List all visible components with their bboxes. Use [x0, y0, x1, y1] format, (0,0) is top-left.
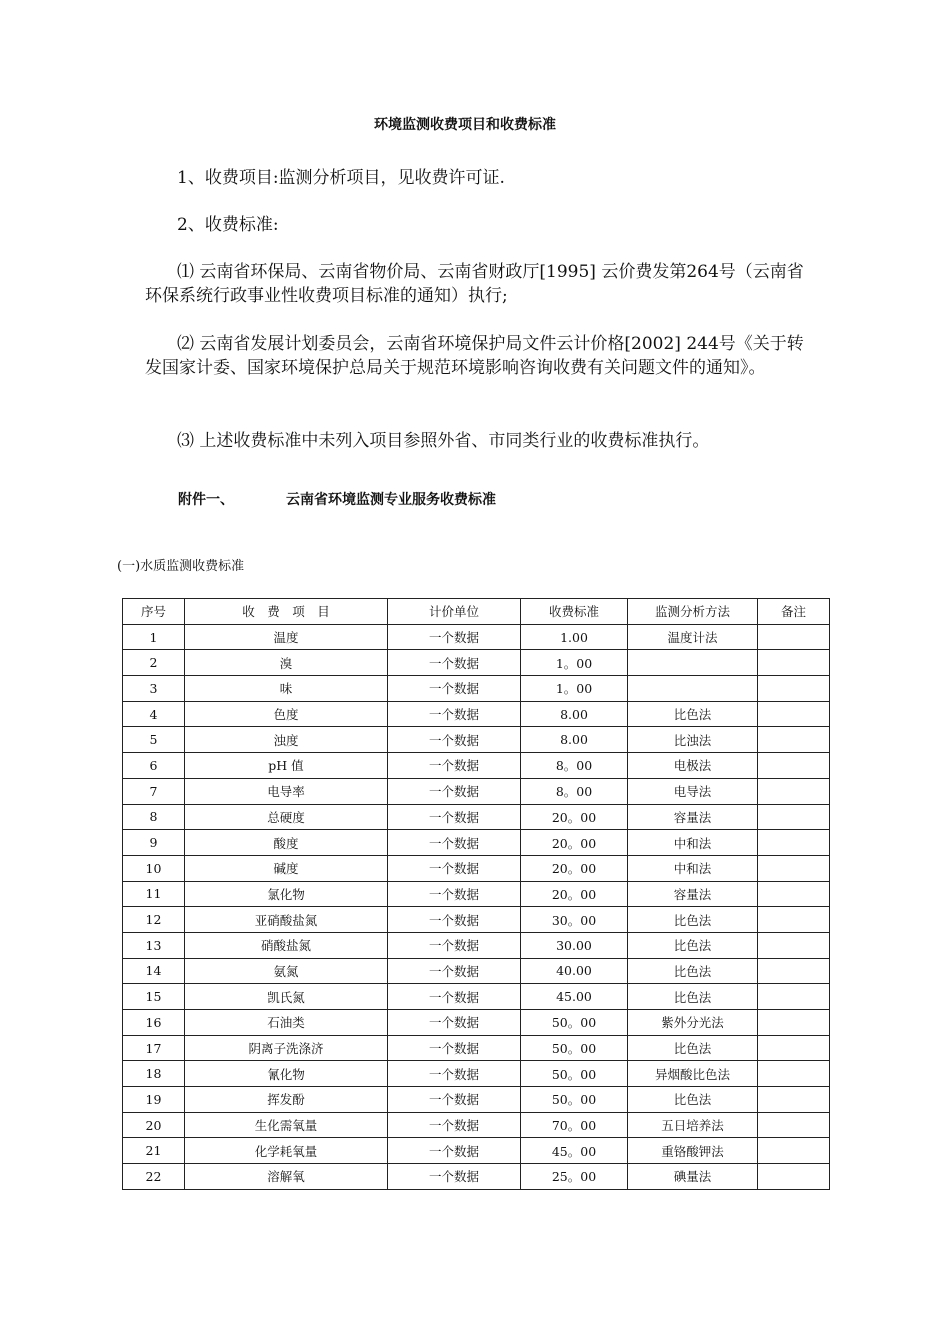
table-row — [123, 1010, 830, 1036]
cell-index: 21 — [123, 1138, 185, 1164]
cell-method: 中和法 — [628, 830, 758, 856]
table-row — [123, 778, 830, 804]
table-row — [123, 1035, 830, 1061]
cell-method: 容量法 — [628, 804, 758, 830]
cell-remarks — [758, 676, 830, 702]
cell-fee: 20。00 — [521, 804, 628, 830]
cell-remarks — [758, 984, 830, 1010]
cell-item: 味 — [185, 676, 388, 702]
cell-index: 7 — [123, 778, 185, 804]
cell-fee: 45。00 — [521, 1138, 628, 1164]
cell-fee: 30。00 — [521, 907, 628, 933]
table-row — [123, 958, 830, 984]
document-title: 环境监测收费项目和收费标准 — [374, 117, 556, 133]
cell-item: 挥发酚 — [185, 1087, 388, 1113]
cell-fee: 30.00 — [521, 932, 628, 958]
cell-method: 比色法 — [628, 958, 758, 984]
cell-fee: 8.00 — [521, 701, 628, 727]
table-row — [123, 753, 830, 779]
cell-item: 温度 — [185, 624, 388, 650]
cell-method: 中和法 — [628, 855, 758, 881]
cell-method: 比色法 — [628, 984, 758, 1010]
paragraph-fee-standard: 2、收费标准: — [177, 215, 279, 235]
cell-unit: 一个数据 — [388, 881, 521, 907]
cell-unit: 一个数据 — [388, 958, 521, 984]
table-row — [123, 676, 830, 702]
cell-index: 1 — [123, 624, 185, 650]
cell-remarks — [758, 855, 830, 881]
cell-index: 20 — [123, 1112, 185, 1138]
cell-fee: 20。00 — [521, 855, 628, 881]
table-row — [123, 984, 830, 1010]
table-row — [123, 855, 830, 881]
cell-unit: 一个数据 — [388, 855, 521, 881]
cell-index: 13 — [123, 932, 185, 958]
cell-remarks — [758, 1164, 830, 1190]
cell-item: 氰化物 — [185, 1061, 388, 1087]
cell-item: 氯化物 — [185, 881, 388, 907]
cell-unit: 一个数据 — [388, 1087, 521, 1113]
cell-remarks — [758, 727, 830, 753]
cell-unit: 一个数据 — [388, 907, 521, 933]
header-remarks: 备注 — [758, 599, 830, 625]
cell-index: 16 — [123, 1010, 185, 1036]
cell-item: pH 值 — [185, 753, 388, 779]
cell-index: 6 — [123, 753, 185, 779]
cell-index: 2 — [123, 650, 185, 676]
cell-index: 4 — [123, 701, 185, 727]
cell-fee: 20。00 — [521, 830, 628, 856]
cell-unit: 一个数据 — [388, 778, 521, 804]
cell-index: 3 — [123, 676, 185, 702]
table-row — [123, 624, 830, 650]
cell-remarks — [758, 1138, 830, 1164]
cell-item: 总硬度 — [185, 804, 388, 830]
header-method: 监测分析方法 — [628, 599, 758, 625]
table-row — [123, 830, 830, 856]
cell-unit: 一个数据 — [388, 727, 521, 753]
cell-remarks — [758, 1112, 830, 1138]
cell-unit: 一个数据 — [388, 753, 521, 779]
cell-unit: 一个数据 — [388, 932, 521, 958]
cell-remarks — [758, 907, 830, 933]
cell-remarks — [758, 1010, 830, 1036]
table-caption: (一)水质监测收费标准 — [117, 559, 245, 574]
cell-remarks — [758, 753, 830, 779]
cell-method: 重铬酸钾法 — [628, 1138, 758, 1164]
cell-item: 亚硝酸盐氮 — [185, 907, 388, 933]
cell-item: 氨氮 — [185, 958, 388, 984]
cell-unit: 一个数据 — [388, 1061, 521, 1087]
cell-fee: 1.00 — [521, 624, 628, 650]
cell-unit: 一个数据 — [388, 804, 521, 830]
cell-remarks — [758, 624, 830, 650]
cell-index: 22 — [123, 1164, 185, 1190]
cell-index: 17 — [123, 1035, 185, 1061]
cell-remarks — [758, 1035, 830, 1061]
table-row — [123, 1138, 830, 1164]
cell-fee: 45.00 — [521, 984, 628, 1010]
header-item: 收 费 项 目 — [185, 599, 388, 625]
cell-fee: 50。00 — [521, 1010, 628, 1036]
cell-method: 比色法 — [628, 932, 758, 958]
header-unit: 计价单位 — [388, 599, 521, 625]
cell-unit: 一个数据 — [388, 676, 521, 702]
cell-method: 容量法 — [628, 881, 758, 907]
cell-method: 紫外分光法 — [628, 1010, 758, 1036]
annex-heading — [178, 490, 496, 510]
cell-index: 14 — [123, 958, 185, 984]
cell-fee: 25。00 — [521, 1164, 628, 1190]
cell-item: 碱度 — [185, 855, 388, 881]
cell-remarks — [758, 830, 830, 856]
cell-method — [628, 650, 758, 676]
cell-unit: 一个数据 — [388, 1035, 521, 1061]
cell-method: 比色法 — [628, 701, 758, 727]
cell-index: 8 — [123, 804, 185, 830]
cell-remarks — [758, 958, 830, 984]
cell-item: 阴离子洗涤济 — [185, 1035, 388, 1061]
cell-item: 石油类 — [185, 1010, 388, 1036]
cell-remarks — [758, 881, 830, 907]
cell-item: 溴 — [185, 650, 388, 676]
table-row — [123, 881, 830, 907]
cell-item: 溶解氧 — [185, 1164, 388, 1190]
cell-remarks — [758, 650, 830, 676]
cell-remarks — [758, 932, 830, 958]
cell-fee: 8。00 — [521, 753, 628, 779]
cell-item: 凯氏氮 — [185, 984, 388, 1010]
table-row — [123, 804, 830, 830]
cell-unit: 一个数据 — [388, 650, 521, 676]
cell-index: 12 — [123, 907, 185, 933]
cell-method — [628, 676, 758, 702]
cell-fee: 40.00 — [521, 958, 628, 984]
cell-remarks — [758, 804, 830, 830]
cell-fee: 8.00 — [521, 727, 628, 753]
cell-unit: 一个数据 — [388, 1010, 521, 1036]
table-row — [123, 907, 830, 933]
cell-unit: 一个数据 — [388, 984, 521, 1010]
cell-method: 五日培养法 — [628, 1112, 758, 1138]
annex-label: 附件一、 — [178, 492, 234, 508]
cell-unit: 一个数据 — [388, 830, 521, 856]
cell-fee: 1。00 — [521, 650, 628, 676]
table-row — [123, 727, 830, 753]
cell-unit: 一个数据 — [388, 1138, 521, 1164]
table-row — [123, 1112, 830, 1138]
cell-unit: 一个数据 — [388, 701, 521, 727]
cell-remarks — [758, 1061, 830, 1087]
cell-method: 异烟酸比色法 — [628, 1061, 758, 1087]
table-body — [123, 624, 830, 1189]
cell-item: 硝酸盐氮 — [185, 932, 388, 958]
cell-index: 19 — [123, 1087, 185, 1113]
cell-remarks — [758, 701, 830, 727]
paragraph-basis-3: ⑶ 上述收费标准中未列入项目参照外省、市同类行业的收费标准执行。 — [177, 431, 710, 451]
header-fee: 收费标准 — [521, 599, 628, 625]
cell-fee: 1。00 — [521, 676, 628, 702]
cell-method: 电极法 — [628, 753, 758, 779]
table-header-row — [123, 599, 830, 625]
cell-fee: 50。00 — [521, 1035, 628, 1061]
paragraph-basis-1: ⑴ 云南省环保局、云南省物价局、云南省财政厅[1995] 云价费发第264号（云南省环保系统行政事业性收费项目标准的通知）执行; — [145, 262, 804, 306]
cell-method: 比浊法 — [628, 727, 758, 753]
table-row — [123, 932, 830, 958]
cell-method: 温度计法 — [628, 624, 758, 650]
cell-fee: 50。00 — [521, 1087, 628, 1113]
cell-method: 碘量法 — [628, 1164, 758, 1190]
cell-item: 酸度 — [185, 830, 388, 856]
cell-unit: 一个数据 — [388, 1112, 521, 1138]
cell-index: 15 — [123, 984, 185, 1010]
paragraph-fee-items: 1、收费项目:监测分析项目，见收费许可证. — [177, 168, 505, 188]
cell-item: 化学耗氧量 — [185, 1138, 388, 1164]
cell-fee: 50。00 — [521, 1061, 628, 1087]
cell-remarks — [758, 1087, 830, 1113]
cell-fee: 70。00 — [521, 1112, 628, 1138]
cell-item: 生化需氧量 — [185, 1112, 388, 1138]
cell-fee: 8。00 — [521, 778, 628, 804]
header-index: 序号 — [123, 599, 185, 625]
table-row — [123, 1164, 830, 1190]
cell-method: 比色法 — [628, 1035, 758, 1061]
table-row — [123, 701, 830, 727]
cell-method: 电导法 — [628, 778, 758, 804]
cell-unit: 一个数据 — [388, 1164, 521, 1190]
table-row — [123, 1061, 830, 1087]
cell-remarks — [758, 778, 830, 804]
paragraph-basis-2: ⑵ 云南省发展计划委员会，云南省环境保护局文件云计价格[2002] 244号《关于转发国家计委、国家环境保护总局关于规范环境影响咨询收费有关问题文件的通知》。 — [145, 334, 804, 378]
cell-item: 电导率 — [185, 778, 388, 804]
cell-item: 浊度 — [185, 727, 388, 753]
annex-title: 云南省环境监测专业服务收费标准 — [286, 492, 496, 508]
cell-item: 色度 — [185, 701, 388, 727]
cell-index: 11 — [123, 881, 185, 907]
table-row — [123, 650, 830, 676]
cell-method: 比色法 — [628, 907, 758, 933]
cell-index: 9 — [123, 830, 185, 856]
cell-unit: 一个数据 — [388, 624, 521, 650]
cell-index: 5 — [123, 727, 185, 753]
table-row — [123, 1087, 830, 1113]
cell-fee: 20。00 — [521, 881, 628, 907]
cell-index: 18 — [123, 1061, 185, 1087]
cell-method: 比色法 — [628, 1087, 758, 1113]
cell-index: 10 — [123, 855, 185, 881]
fee-table — [122, 598, 830, 1190]
